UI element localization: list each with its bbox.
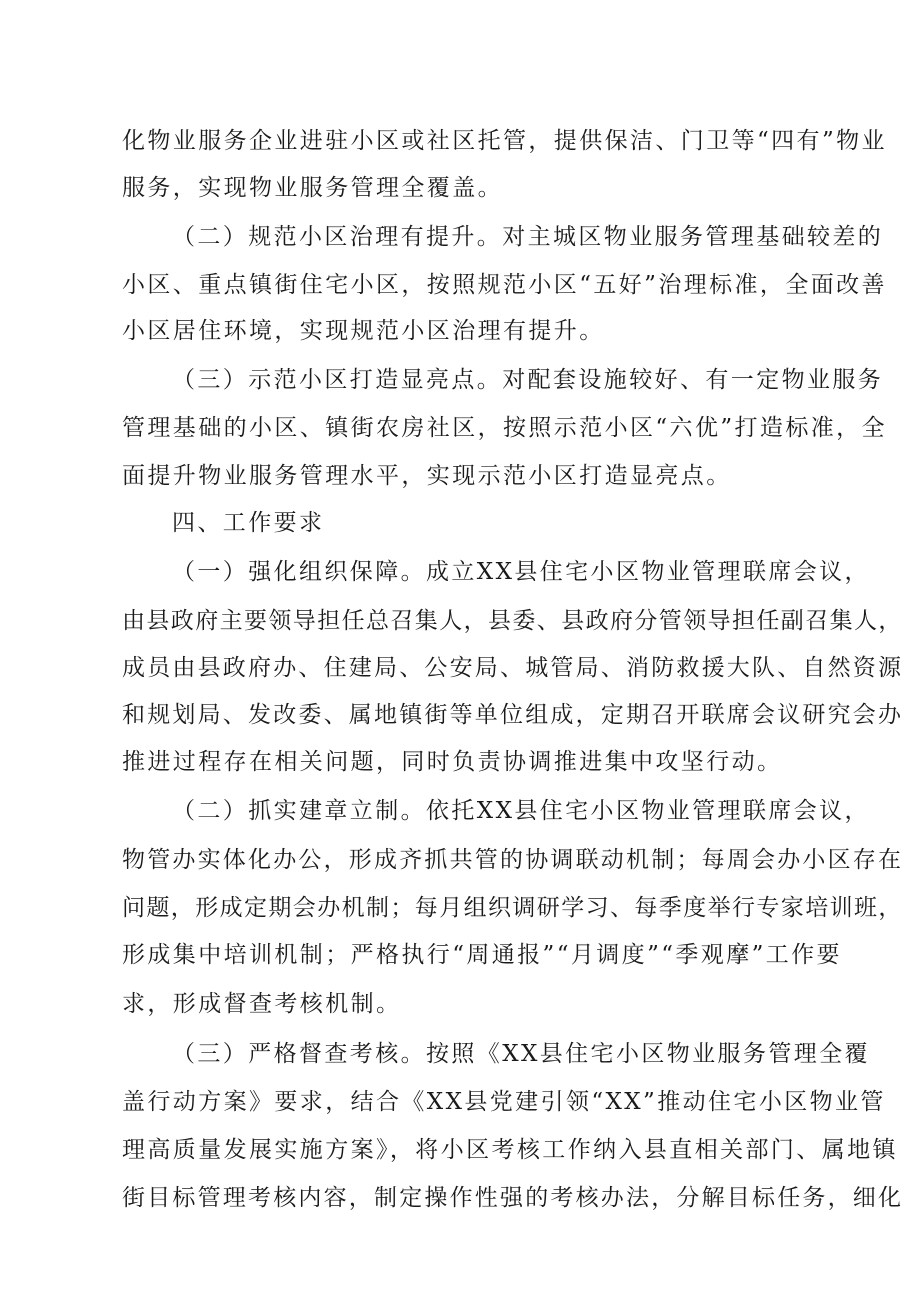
paragraph-line: 盖行动方案》要求，结合《XX县党建引领“XX”推动住宅小区物业管 [122,1089,886,1115]
paragraph-line: 形成集中培训机制；严格执行“周通报”“月调度”“季观摩”工作要 [122,942,842,968]
section-heading-line: （二）抓实建章立制。依托XX县住宅小区物业管理联席会议， [172,798,870,824]
paragraph-line: 推进过程存在相关问题，同时负责协调推进集中攻坚行动。 [122,749,783,775]
paragraph-line: 物管办实体化办公，形成齐抓共管的协调联动机制；每周会办小区存在 [122,847,904,873]
paragraph-line: 由县政府主要领导担任总召集人，县委、县政府分管领导担任副召集人， [122,608,903,634]
paragraph-line: 管理基础的小区、镇街农房社区，按照示范小区“六优”打造标准，全 [122,415,887,441]
section-heading-line: （三）严格督查考核。按照《XX县住宅小区物业服务管理全覆 [172,1041,870,1067]
paragraph-line: 街目标管理考核内容，制定操作性强的考核办法，分解目标任务，细化 [122,1185,904,1211]
paragraph-line: 小区居住环境，实现规范小区治理有提升。 [122,318,605,344]
paragraph-line: 求，形成督查考核机制。 [122,991,402,1017]
section-heading-line: （一）强化组织保障。成立XX县住宅小区物业管理联席会议， [172,559,870,585]
paragraph-line: 理高质量发展实施方案》，将小区考核工作纳入县直相关部门、属地镇 [122,1137,898,1163]
paragraph-line: 小区、重点镇街住宅小区，按照规范小区“五好”治理标准，全面改善 [122,272,887,298]
paragraph-line: 成员由县政府办、住建局、公安局、城管局、消防救援大队、自然资源 [122,655,904,681]
section-heading-line: （二）规范小区治理有提升。对主城区物业服务管理基础较差的 [172,224,884,250]
paragraph-line: 化物业服务企业进驻小区或社区托管，提供保洁、门卫等“四有”物业 [122,128,887,154]
paragraph-line: 问题，形成定期会办机制；每月组织调研学习、每季度举行专家培训班， [122,895,903,921]
section-heading-line: （三）示范小区打造显亮点。对配套设施较好、有一定物业服务 [172,367,884,393]
paragraph-line: 服务，实现物业服务管理全覆盖。 [122,175,503,201]
paragraph-line: 面提升物业服务管理水平，实现示范小区打造显亮点。 [122,463,732,489]
chapter-heading: 四、工作要求 [172,510,325,536]
paragraph-line: 和规划局、发改委、属地镇街等单位组成，定期召开联席会议研究会办 [122,702,904,728]
